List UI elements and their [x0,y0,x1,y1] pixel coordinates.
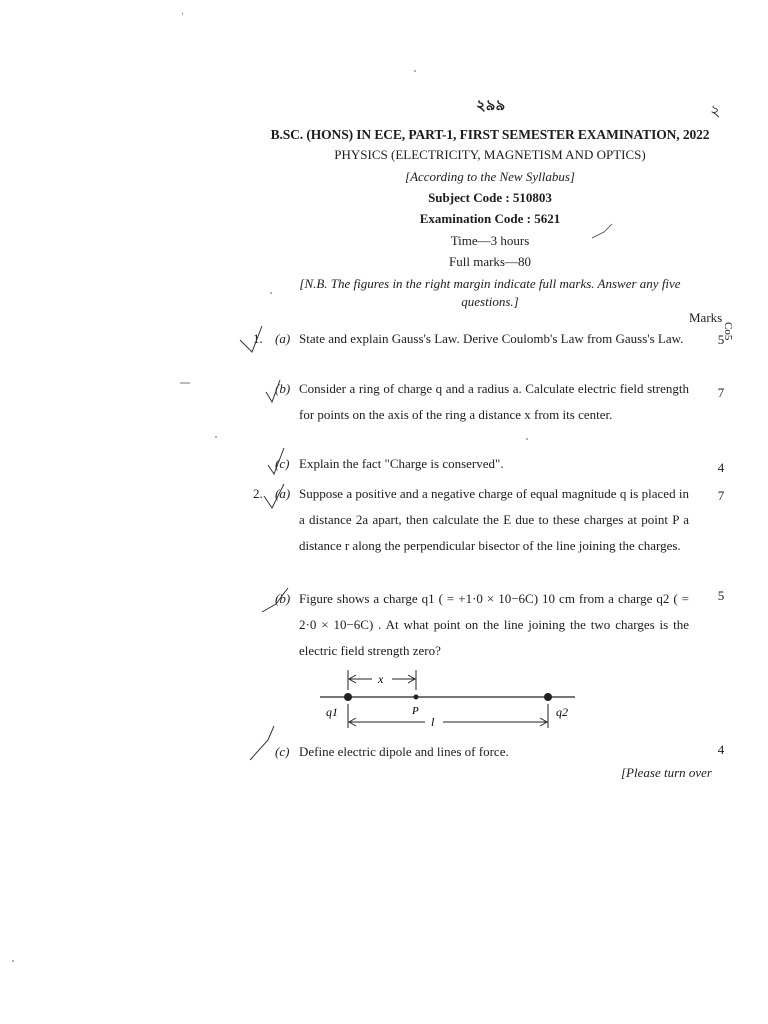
subject-code: Subject Code : 510803 [428,190,552,205]
marks-value: 7 [717,385,725,400]
instruction-note-line1: [N.B. The figures in the right margin indicate full marks. Answer any five [299,276,681,291]
scan-speck [414,70,416,72]
marks-value: 4 [717,742,725,757]
question-number: 1. [253,331,263,346]
question-text: State and explain Gauss's Law. Derive Coulomb's Law from Gauss's Law. [299,331,684,346]
turn-over-note: [Please turn over [621,765,712,780]
scan-speck [215,436,217,438]
instruction-note-line2: questions.] [461,294,519,309]
full-marks: Full marks—80 [449,254,531,269]
part-label: (c) [275,456,290,471]
exam-subject: PHYSICS (ELECTRICITY, MAGNETISM AND OPTICS) [334,147,646,162]
charge-diagram [300,666,590,746]
scan-speck [12,960,14,962]
part-label: (b) [275,591,291,606]
marks-value: 5 [717,332,725,347]
marks-value: 5 [717,588,725,603]
question-text: Figure shows a charge q1 ( = +1·0 × 10−6C) 10 cm from a charge q2 ( = 2·0 × 10−6C) . At what point on the line joining the two charges is the electric field strength zero? [299,591,689,658]
l-label: l [431,715,435,729]
part-label: (c) [275,744,290,759]
question-number: 2. [253,486,263,501]
question-text: Suppose a positive and a negative charge of equal magnitude q is placed in a distance 2a apart, then calculate the E due to these charges at point P a distance r along the perpendicular bisector of the line joining the charges. [299,486,689,553]
question-text: Explain the fact "Charge is conserved". [299,456,504,471]
q1-label: q1 [326,705,338,719]
page-number: ২ [710,101,721,120]
marks-value: 4 [717,460,725,475]
exam-code: Examination Code : 5621 [419,211,561,226]
question-text: Define electric dipole and lines of force. [299,744,509,759]
point-p-dot [414,695,419,700]
part-label: (a) [275,486,291,501]
x-label: x [378,672,384,686]
side-scribble: Co5 [722,322,734,341]
marks-heading: Marks [689,310,723,325]
charge-q2-dot [544,693,552,701]
check-mark [250,726,274,760]
part-label: (b) [275,381,291,396]
q2-label: q2 [556,705,568,719]
exam-syllabus: [According to the New Syllabus] [405,169,575,184]
question-text: Consider a ring of charge q and a radius a. Calculate electric field strength for points on the axis of the ring a distance x from its center. [299,381,689,422]
p-label: P [412,705,419,717]
scan-speck [526,438,528,440]
marks-value: 7 [717,488,725,503]
part-label: (a) [275,331,291,346]
scan-speck [182,12,183,15]
charge-q1-dot [344,693,352,701]
scan-speck [270,292,272,294]
exam-title: B.SC. (HONS) IN ECE, PART-1, FIRST SEMESTER EXAMINATION, 2022 [270,127,710,142]
exam-time: Time—3 hours [450,233,530,248]
header-number: ২৯৯ [476,96,506,114]
